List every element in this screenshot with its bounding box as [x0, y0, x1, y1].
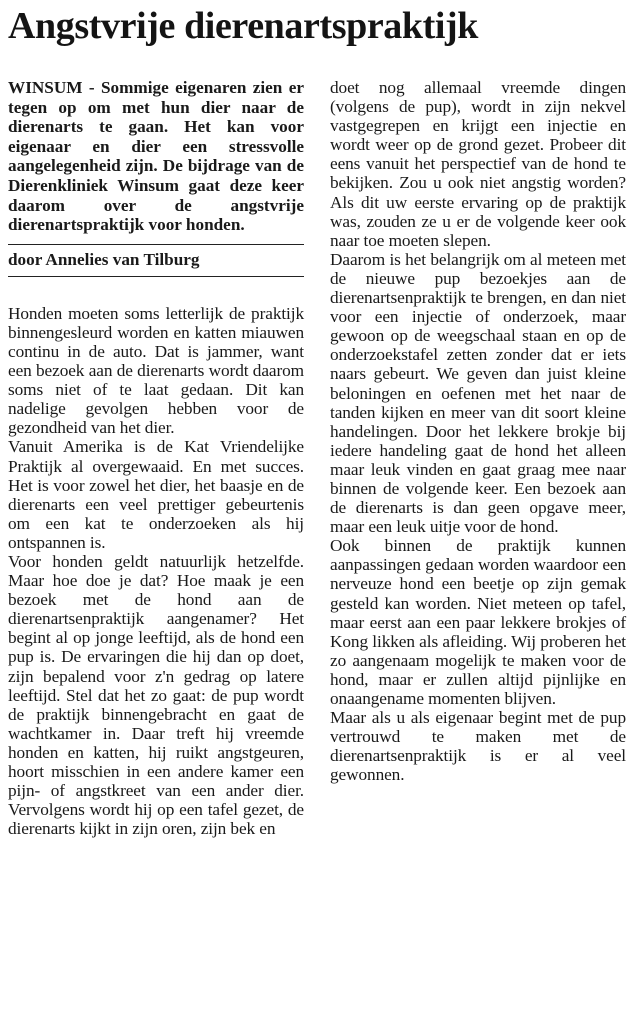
left-column — [8, 78, 304, 838]
dateline: WINSUM - — [8, 78, 95, 97]
body-paragraph: Voor honden geldt natuurlijk hetzelfde. Maar hoe doe je dat? Hoe maak je een bezoek met de hond aan de dierenartsenpraktijk aangenamer? Het begint al op jonge leeftijd, als de hond een pup is. De ervaringen die hij dan op doet, zijn bepalend voor z'n gedrag op latere leeftijd. Stel dat het zo gaat: de pup wordt de praktijk binnengebracht en gaat de wachtkamer in. Daar treft hij vreemde honden en katten, hij ruikt angstgeuren, hoort misschien in een andere kamer een pijn- of angstkreet van een ander dier. Vervolgens wordt hij op een tafel gezet, de dierenarts kijkt in zijn oren, zijn bek en — [8, 551, 304, 839]
body-paragraph: Vanuit Amerika is de Kat Vriendelijke Praktijk al overgewaaid. En met succes. Het is voor zowel het dier, het baasje en de dierenarts een veel prettiger gebeurtenis om een kat te onderzoeken als hij ontspannen is. — [8, 437, 304, 552]
lead-text: Sommige eigenaren zien er tegen op om met hun dier naar de dierenarts te gaan. Het kan voor eigenaar en dier een stressvolle aangelegenheid zijn. De bijdrage van de Dierenkliniek Winsum gaat deze keer daarom over de angstvrije dierenartspraktijk voor honden. — [8, 78, 304, 235]
body-paragraph: Honden moeten soms letterlijk de praktijk binnengesleurd worden en katten miauwen continu in de auto. Dat is jammer, want een bezoek aan de dierenarts wordt daarom soms niet of te laat gedaan. Dit kan nadelige gevolgen hebben voor de gezondheid van het dier. — [8, 303, 304, 438]
article-lead — [8, 78, 304, 235]
right-column — [330, 78, 626, 784]
body-paragraph: Daarom is het belangrijk om al meteen met de nieuwe pup bezoekjes aan de dierenartsenpraktijk te brengen, en dan niet voor een injectie of onderzoek, maar gewoon op de weegschaal staan en op de onderzoekstafel zetten zonder dat er iets naars gebeurt. We geven dan juist kleine beloningen en oefenen met het naar de tanden kijken en meer van dit soort kleine handelingen. Door het lekkere brokje bij iedere handeling gaat de hond het alleen maar leuk vinden en gaat graag mee naar binnen de volgende keer. Een bezoek aan de dierenarts is dan geen opgave meer, maar een leuk uitje voor de hond. — [330, 249, 626, 537]
body-paragraph: Ook binnen de praktijk kunnen aanpassingen gedaan worden waardoor een nerveuze hond een beetje op zijn gemak gesteld kan worden. Niet meteen op tafel, maar eerst aan een paar lekkere brokjes of Kong likken als afleiding. Wij proberen het zo aangenaam mogelijk te maken voor de hond, maar er zullen altijd pijnlijke en onaangename momenten blijven. — [330, 536, 626, 708]
body-paragraph: Maar als u als eigenaar begint met de pup vertrouwd te maken met de dierenartsenpraktijk is er al veel gewonnen. — [330, 708, 626, 785]
body-paragraph: doet nog allemaal vreemde dingen (volgens de pup), wordt in zijn nekvel vastgegrepen en krijgt een injectie en wordt weer op de grond gezet. Probeer dit eens vanuit het perspectief van de hond te bekijken. Zou u ook niet angstig worden? Als dit uw eerste ervaring op de praktijk was, zouden ze u er de volgende keer ook naar toe moeten slepen. — [330, 78, 626, 250]
divider-top — [8, 244, 304, 245]
article-headline: Angstvrije dierenartspraktijk — [8, 5, 479, 47]
byline: door Annelies van Tilburg — [8, 249, 200, 269]
